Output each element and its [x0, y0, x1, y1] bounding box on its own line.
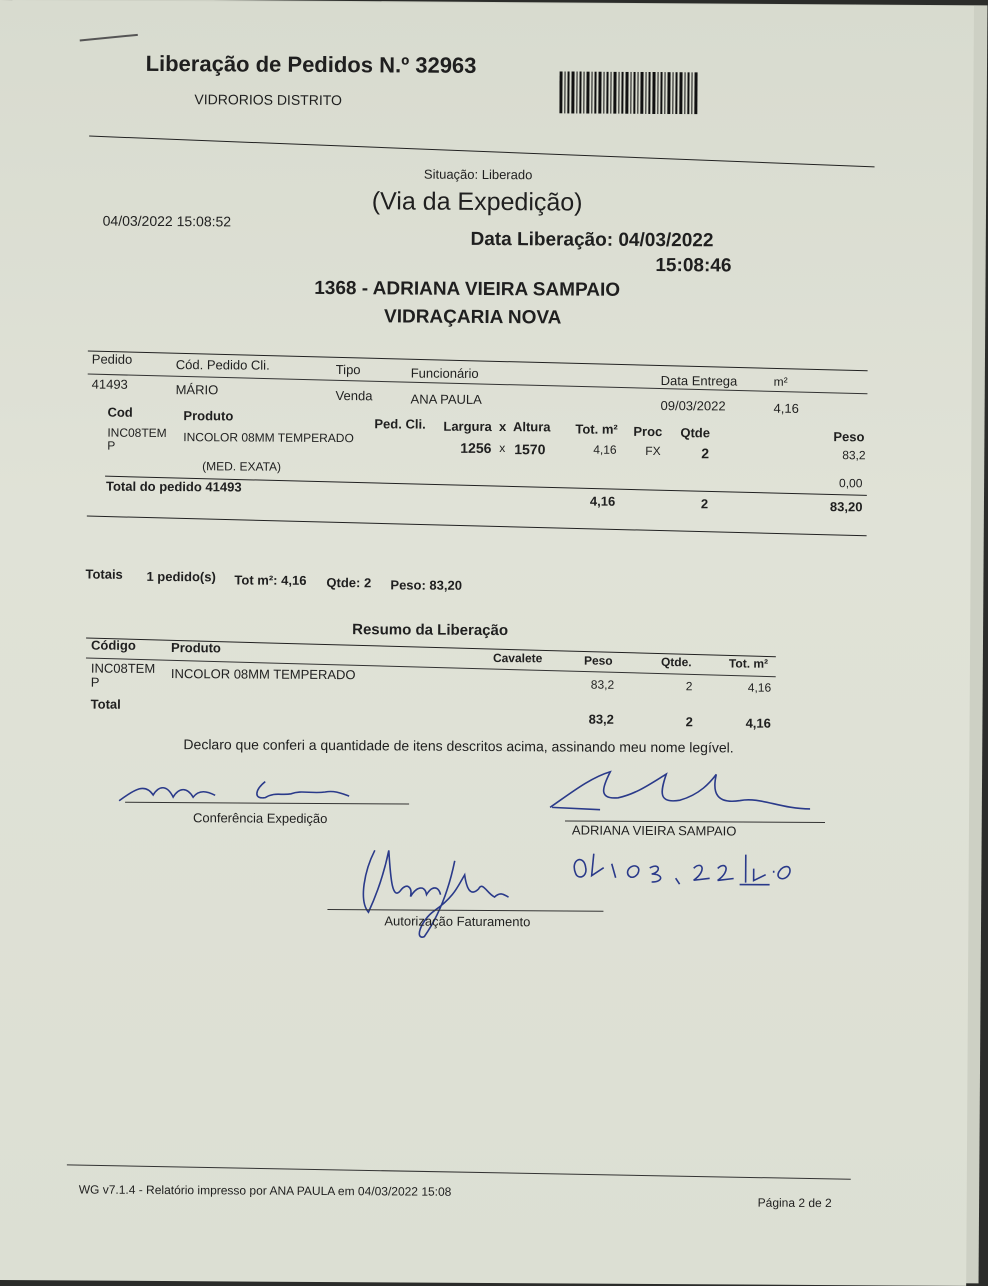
- document-title: Liberação de Pedidos N.º 32963: [145, 50, 477, 78]
- release-date: Data Liberação: 04/03/2022: [470, 228, 714, 252]
- resumo-produto: INCOLOR 08MM TEMPERADO: [170, 666, 356, 683]
- company-name: VIDRORIOS DISTRITO: [194, 91, 342, 109]
- item-header-largura-altura: Largura x Altura: [443, 418, 551, 435]
- header-tipo: Tipo: [335, 362, 361, 378]
- resumo-codigo: INC08TEM: [90, 660, 156, 676]
- order-cod-pedido-cli: MÁRIO: [175, 382, 219, 398]
- conferencia-signature: [115, 771, 355, 812]
- item-header-peso: Peso: [833, 429, 865, 445]
- item-tot-m2: 4,16: [593, 442, 617, 457]
- item-header-tot-m2: Tot. m²: [575, 421, 618, 437]
- status-situacao: Situação: Liberado: [423, 166, 533, 183]
- resumo-header-codigo: Código: [91, 637, 136, 653]
- order-tipo: Venda: [335, 388, 373, 404]
- header-divider: [89, 136, 874, 168]
- resumo-header-peso: Peso: [583, 653, 613, 668]
- order-total-peso: 83,20: [829, 499, 863, 515]
- resumo-codigo-line2: P: [90, 674, 100, 690]
- resumo-qtde: 2: [685, 679, 693, 694]
- header-pedido: Pedido: [91, 351, 133, 367]
- barcode-icon: [559, 71, 699, 114]
- resumo-total-label: Total: [90, 696, 121, 712]
- item-proc: FX: [645, 443, 661, 459]
- order-m2: 4,16: [773, 400, 799, 416]
- client-store: VIDRAÇARIA NOVA: [384, 306, 562, 329]
- footer-report-info: WG v7.1.4 - Relatório impresso por ANA PAULA em 04/03/2022 15:08: [78, 1182, 452, 1199]
- via-label: (Via da Expedição): [371, 187, 583, 217]
- header-funcionario: Funcionário: [410, 365, 479, 381]
- footer-divider: [67, 1164, 851, 1179]
- resumo-total-qtde: 2: [685, 714, 693, 730]
- item-peso: 83,2: [842, 448, 866, 463]
- client-signature: [540, 763, 830, 825]
- order-total-label: Total do pedido 41493: [105, 478, 242, 495]
- resumo-header-qtde: Qtde.: [660, 655, 692, 670]
- client-name: 1368 - ADRIANA VIEIRA SAMPAIO: [314, 277, 621, 301]
- item-x: x: [499, 441, 506, 456]
- conferencia-label: Conferência Expedição: [192, 810, 328, 827]
- resumo-header-tot-m2: Tot. m²: [728, 656, 769, 671]
- header-data-entrega: Data Entrega: [660, 373, 738, 389]
- item-cod: INC08TEM: [107, 425, 167, 441]
- resumo-header-produto: Produto: [171, 640, 221, 656]
- order-funcionario: ANA PAULA: [410, 391, 482, 407]
- resumo-total-tot-m2: 4,16: [745, 715, 771, 731]
- totais-qtde: Qtde: 2: [326, 575, 372, 591]
- order-table-bottom-line: [87, 516, 867, 537]
- header-m2: m²: [773, 374, 788, 389]
- release-time: 15:08:46: [655, 255, 732, 277]
- order-pedido: 41493: [91, 376, 128, 392]
- item-cod-line2: P: [107, 438, 116, 453]
- item-header-cod: Cod: [107, 404, 133, 420]
- item-extra-value: 0,00: [839, 476, 863, 491]
- order-total-tot-m2: 4,16: [589, 493, 616, 509]
- footer-page-number: Página 2 de 2: [757, 1195, 832, 1211]
- item-largura: 1256: [460, 439, 492, 457]
- item-header-proc: Proc: [633, 423, 663, 440]
- autorizacao-label: Autorização Faturamento: [384, 913, 531, 930]
- totais-pedidos: 1 pedido(s): [146, 568, 216, 585]
- totais-tot-m2: Tot m²: 4,16: [234, 572, 307, 588]
- resumo-title: Resumo da Liberação: [352, 621, 509, 640]
- totais-peso: Peso: 83,20: [390, 577, 463, 593]
- item-qtde: 2: [701, 445, 710, 462]
- item-produto: INCOLOR 08MM TEMPERADO: [183, 430, 354, 446]
- resumo-total-peso: 83,2: [588, 711, 614, 727]
- resumo-tot-m2: 4,16: [747, 680, 772, 695]
- item-note: (MED. EXATA): [202, 459, 282, 474]
- item-header-qtde: Qtde: [680, 425, 711, 441]
- resumo-header-cavalete: Cavalete: [492, 651, 543, 666]
- item-header-ped-cli: Ped. Cli.: [374, 416, 426, 432]
- item-header-produto: Produto: [183, 408, 234, 424]
- order-total-qtde: 2: [700, 496, 709, 512]
- order-data-entrega: 09/03/2022: [660, 398, 726, 414]
- item-altura: 1570: [514, 441, 546, 458]
- staple-mark: [78, 30, 142, 44]
- client-signature-label: ADRIANA VIEIRA SAMPAIO: [571, 822, 737, 839]
- handwritten-date: [570, 843, 800, 894]
- totais-label: Totais: [85, 566, 123, 582]
- resumo-peso: 83,2: [590, 677, 615, 692]
- header-cod-pedido-cli: Cód. Pedido Cli.: [175, 357, 270, 373]
- declaration-text: Declaro que conferi a quantidade de itens descritos acima, assinando meu nome legível.: [183, 736, 734, 756]
- printed-timestamp: 04/03/2022 15:08:52: [102, 212, 232, 230]
